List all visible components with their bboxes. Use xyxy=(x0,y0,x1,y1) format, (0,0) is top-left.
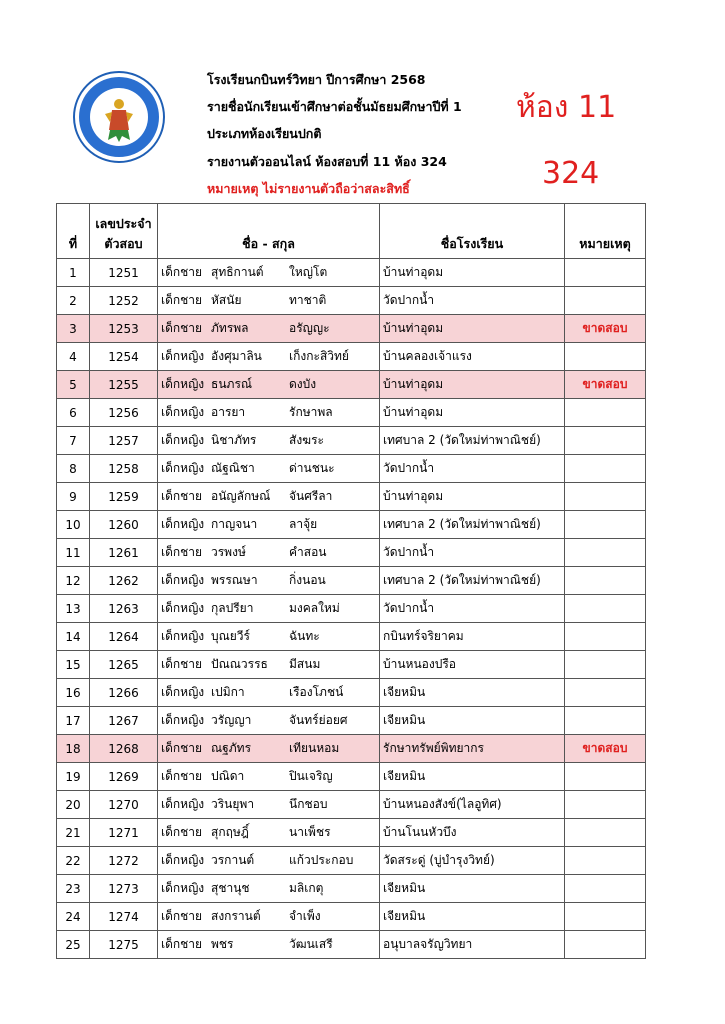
cell-school: เจียหมิน xyxy=(380,707,565,735)
cell-name xyxy=(158,651,380,679)
last-name: จำเพ็ง xyxy=(289,909,321,923)
last-name: เก็งกะสิวิทย์ xyxy=(289,349,349,363)
cell-remark xyxy=(565,651,646,679)
cell-remark xyxy=(565,399,646,427)
first-name: หัสนัย xyxy=(211,293,242,307)
name-prefix: เด็กหญิง xyxy=(161,685,205,699)
cell-exam-id: 1268 xyxy=(90,735,158,763)
first-name: วรพงษ์ xyxy=(211,545,246,559)
cell-remark xyxy=(565,875,646,903)
last-name: เทียนหอม xyxy=(289,741,340,755)
name-prefix: เด็กชาย xyxy=(161,265,203,279)
name-prefix: เด็กหญิง xyxy=(161,405,205,419)
cell-exam-id: 1251 xyxy=(90,259,158,287)
room-label: ห้อง 11 xyxy=(516,90,617,125)
table-row xyxy=(57,315,646,343)
last-name: ใหญ่โต xyxy=(289,265,328,279)
table-row xyxy=(57,371,646,399)
col-header-id-line1: เลขประจำ xyxy=(95,216,152,231)
table-row xyxy=(57,903,646,931)
table-row xyxy=(57,819,646,847)
last-name: ทาชาติ xyxy=(289,293,327,307)
cell-no: 24 xyxy=(57,903,90,931)
cell-exam-id: 1262 xyxy=(90,567,158,595)
cell-remark xyxy=(565,903,646,931)
table-row xyxy=(57,651,646,679)
cell-name xyxy=(158,511,380,539)
cell-name xyxy=(158,679,380,707)
first-name: วรินยุพา xyxy=(211,797,255,811)
cell-no: 22 xyxy=(57,847,90,875)
cell-no: 5 xyxy=(57,371,90,399)
first-name: พรรณษา xyxy=(211,573,258,587)
cell-school: บ้านหนองสังข์(ไลอูทิศ) xyxy=(380,791,565,819)
cell-remark xyxy=(565,931,646,959)
cell-school: เจียหมิน xyxy=(380,875,565,903)
table-row xyxy=(57,259,646,287)
table-row xyxy=(57,399,646,427)
cell-school: เทศบาล 2 (วัดใหม่ท่าพาณิชย์) xyxy=(380,511,565,539)
first-name: สงกรานต์ xyxy=(211,909,261,923)
cell-exam-id: 1267 xyxy=(90,707,158,735)
cell-name xyxy=(158,791,380,819)
cell-name xyxy=(158,483,380,511)
cell-no: 20 xyxy=(57,791,90,819)
cell-exam-id: 1273 xyxy=(90,875,158,903)
cell-name xyxy=(158,875,380,903)
cell-school: เจียหมิน xyxy=(380,903,565,931)
cell-school: อนุบาลจรัญวิทยา xyxy=(380,931,565,959)
cell-remark xyxy=(565,287,646,315)
cell-school: บ้านท่าอุดม xyxy=(380,259,565,287)
cell-remark xyxy=(565,847,646,875)
last-name: จันทร์ย่อยศ xyxy=(289,713,348,727)
first-name: บุณยวีร์ xyxy=(211,629,250,643)
table-row xyxy=(57,567,646,595)
header-report-line: รายงานตัวออนไลน์ ห้องสอบที่ 11 ห้อง 324 xyxy=(207,154,447,169)
cell-remark xyxy=(565,343,646,371)
school-logo xyxy=(72,70,166,164)
name-prefix: เด็กชาย xyxy=(161,769,203,783)
cell-no: 7 xyxy=(57,427,90,455)
cell-school: วัดปากน้ำ xyxy=(380,595,565,623)
cell-no: 4 xyxy=(57,343,90,371)
cell-no: 12 xyxy=(57,567,90,595)
cell-exam-id: 1252 xyxy=(90,287,158,315)
table-row xyxy=(57,931,646,959)
cell-exam-id: 1270 xyxy=(90,791,158,819)
cell-name xyxy=(158,343,380,371)
first-name: ปณิดา xyxy=(211,769,245,783)
last-name: กิ่งนอน xyxy=(289,573,326,587)
first-name: สุชานุช xyxy=(211,881,250,895)
header-note: หมายเหตุ ไม่รายงานตัวถือว่าสละสิทธิ์ xyxy=(207,181,410,196)
cell-school: เทศบาล 2 (วัดใหม่ท่าพาณิชย์) xyxy=(380,567,565,595)
table-row xyxy=(57,763,646,791)
name-prefix: เด็กหญิง xyxy=(161,461,205,475)
last-name: นาเพ็ชร xyxy=(289,825,331,839)
last-name: นึกชอบ xyxy=(289,797,328,811)
cell-no: 23 xyxy=(57,875,90,903)
cell-no: 13 xyxy=(57,595,90,623)
cell-name xyxy=(158,287,380,315)
cell-school: บ้านคลองเจ้าแรง xyxy=(380,343,565,371)
name-prefix: เด็กหญิง xyxy=(161,349,205,363)
cell-school: บ้านหนองปรือ xyxy=(380,651,565,679)
cell-school: บ้านท่าอุดม xyxy=(380,371,565,399)
cell-name xyxy=(158,903,380,931)
last-name: วัฒนเสรี xyxy=(289,937,333,951)
cell-remark xyxy=(565,455,646,483)
cell-name xyxy=(158,399,380,427)
first-name: พชร xyxy=(211,937,234,951)
cell-exam-id: 1263 xyxy=(90,595,158,623)
cell-remark xyxy=(565,259,646,287)
name-prefix: เด็กชาย xyxy=(161,937,203,951)
cell-no: 8 xyxy=(57,455,90,483)
first-name: กาญจนา xyxy=(211,517,258,531)
cell-remark xyxy=(565,623,646,651)
first-name: สุทธิกานต์ xyxy=(211,265,264,279)
cell-name xyxy=(158,315,380,343)
first-name: กุลปรียา xyxy=(211,601,254,615)
col-header-id xyxy=(90,204,158,259)
first-name: อนัญลักษณ์ xyxy=(211,489,271,503)
room-number: 324 xyxy=(542,156,600,191)
name-prefix: เด็กชาย xyxy=(161,657,203,671)
name-prefix: เด็กหญิง xyxy=(161,573,205,587)
cell-no: 2 xyxy=(57,287,90,315)
cell-school: เจียหมิน xyxy=(380,763,565,791)
table-row xyxy=(57,483,646,511)
last-name: รักษาพล xyxy=(289,405,333,419)
cell-exam-id: 1260 xyxy=(90,511,158,539)
name-prefix: เด็กหญิง xyxy=(161,517,205,531)
cell-school: วัดปากน้ำ xyxy=(380,287,565,315)
student-table xyxy=(56,203,646,959)
last-name: เรืองโภชน์ xyxy=(289,685,344,699)
cell-remark: ขาดสอบ xyxy=(565,735,646,763)
table-row xyxy=(57,791,646,819)
last-name: ดงบัง xyxy=(289,377,317,391)
cell-exam-id: 1259 xyxy=(90,483,158,511)
cell-name xyxy=(158,847,380,875)
name-prefix: เด็กหญิง xyxy=(161,881,205,895)
last-name: คำสอน xyxy=(289,545,327,559)
first-name: วรัญญา xyxy=(211,713,252,727)
name-prefix: เด็กชาย xyxy=(161,741,203,755)
cell-exam-id: 1256 xyxy=(90,399,158,427)
table-row xyxy=(57,511,646,539)
cell-name xyxy=(158,707,380,735)
name-prefix: เด็กหญิง xyxy=(161,797,205,811)
first-name: อารยา xyxy=(211,405,246,419)
cell-remark xyxy=(565,819,646,847)
cell-exam-id: 1255 xyxy=(90,371,158,399)
cell-name xyxy=(158,735,380,763)
header-class-type: ประเภทห้องเรียนปกติ xyxy=(207,126,322,141)
cell-name xyxy=(158,763,380,791)
cell-remark xyxy=(565,511,646,539)
name-prefix: เด็กชาย xyxy=(161,321,203,335)
cell-name xyxy=(158,539,380,567)
name-prefix: เด็กชาย xyxy=(161,545,203,559)
table-row xyxy=(57,735,646,763)
cell-exam-id: 1265 xyxy=(90,651,158,679)
first-name: ณฐภัทร xyxy=(211,741,252,755)
first-name: ธนภรณ์ xyxy=(211,377,253,391)
cell-no: 14 xyxy=(57,623,90,651)
last-name: แก้วประกอบ xyxy=(289,853,354,867)
cell-name xyxy=(158,567,380,595)
col-header-no: ที่ xyxy=(57,204,90,259)
cell-remark xyxy=(565,679,646,707)
first-name: อังศุมาลิน xyxy=(211,349,262,363)
cell-name xyxy=(158,819,380,847)
cell-no: 15 xyxy=(57,651,90,679)
cell-exam-id: 1269 xyxy=(90,763,158,791)
name-prefix: เด็กหญิง xyxy=(161,713,205,727)
cell-exam-id: 1257 xyxy=(90,427,158,455)
cell-no: 16 xyxy=(57,679,90,707)
first-name: ณัฐณิชา xyxy=(211,461,255,475)
col-header-remark: หมายเหตุ xyxy=(565,204,646,259)
first-name: เปมิกา xyxy=(211,685,245,699)
cell-remark xyxy=(565,567,646,595)
first-name: ปัณณวรรธ xyxy=(211,657,268,671)
cell-exam-id: 1266 xyxy=(90,679,158,707)
first-name: สุกฤษฎิ์ xyxy=(211,825,249,839)
table-row xyxy=(57,847,646,875)
cell-remark: ขาดสอบ xyxy=(565,371,646,399)
table-row xyxy=(57,455,646,483)
name-prefix: เด็กหญิง xyxy=(161,629,205,643)
cell-name xyxy=(158,455,380,483)
cell-name xyxy=(158,595,380,623)
name-prefix: เด็กหญิง xyxy=(161,377,205,391)
cell-exam-id: 1261 xyxy=(90,539,158,567)
first-name: ภัทรพล xyxy=(211,321,249,335)
cell-name xyxy=(158,371,380,399)
cell-no: 19 xyxy=(57,763,90,791)
last-name: ด่านชนะ xyxy=(289,461,335,475)
table-row xyxy=(57,427,646,455)
cell-no: 11 xyxy=(57,539,90,567)
first-name: นิชาภัทร xyxy=(211,433,257,447)
cell-no: 1 xyxy=(57,259,90,287)
last-name: มลิเกตุ xyxy=(289,881,324,895)
cell-remark: ขาดสอบ xyxy=(565,315,646,343)
cell-school: กบินทร์จริยาคม xyxy=(380,623,565,651)
cell-school: เจียหมิน xyxy=(380,679,565,707)
last-name: สังฆระ xyxy=(289,433,324,447)
name-prefix: เด็กหญิง xyxy=(161,853,205,867)
cell-school: บ้านท่าอุดม xyxy=(380,315,565,343)
col-header-name: ชื่อ - สกุล xyxy=(158,204,380,259)
cell-no: 10 xyxy=(57,511,90,539)
last-name: มงคลใหม่ xyxy=(289,601,340,615)
cell-school: บ้านท่าอุดม xyxy=(380,399,565,427)
table-row xyxy=(57,595,646,623)
cell-remark xyxy=(565,707,646,735)
col-header-school: ชื่อโรงเรียน xyxy=(380,204,565,259)
last-name: อรัญญะ xyxy=(289,321,330,335)
cell-exam-id: 1275 xyxy=(90,931,158,959)
name-prefix: เด็กชาย xyxy=(161,489,203,503)
cell-name xyxy=(158,931,380,959)
cell-school: บ้านท่าอุดม xyxy=(380,483,565,511)
table-row xyxy=(57,623,646,651)
cell-no: 17 xyxy=(57,707,90,735)
cell-school: วัดปากน้ำ xyxy=(380,539,565,567)
table-row xyxy=(57,539,646,567)
last-name: จันศรีลา xyxy=(289,489,333,503)
table-row xyxy=(57,343,646,371)
name-prefix: เด็กชาย xyxy=(161,909,203,923)
cell-exam-id: 1274 xyxy=(90,903,158,931)
cell-exam-id: 1272 xyxy=(90,847,158,875)
cell-name xyxy=(158,259,380,287)
cell-exam-id: 1258 xyxy=(90,455,158,483)
table-row xyxy=(57,287,646,315)
cell-exam-id: 1253 xyxy=(90,315,158,343)
table-row xyxy=(57,707,646,735)
last-name: ฉันทะ xyxy=(289,629,320,643)
cell-exam-id: 1264 xyxy=(90,623,158,651)
cell-remark xyxy=(565,427,646,455)
first-name: วรกานต์ xyxy=(211,853,255,867)
cell-exam-id: 1254 xyxy=(90,343,158,371)
cell-name xyxy=(158,623,380,651)
cell-school: รักษาทรัพย์พิทยากร xyxy=(380,735,565,763)
cell-no: 25 xyxy=(57,931,90,959)
cell-no: 18 xyxy=(57,735,90,763)
header-school-year: โรงเรียนกบินทร์วิทยา ปีการศึกษา 2568 xyxy=(207,72,426,87)
col-header-id-line2: ตัวสอบ xyxy=(104,236,143,251)
cell-name xyxy=(158,427,380,455)
name-prefix: เด็กชาย xyxy=(161,293,203,307)
name-prefix: เด็กหญิง xyxy=(161,433,205,447)
cell-school: บ้านโนนหัวบึง xyxy=(380,819,565,847)
last-name: ปินเจริญ xyxy=(289,769,333,783)
cell-no: 9 xyxy=(57,483,90,511)
table-header-row xyxy=(57,204,646,259)
name-prefix: เด็กชาย xyxy=(161,825,203,839)
cell-remark xyxy=(565,763,646,791)
cell-school: เทศบาล 2 (วัดใหม่ท่าพาณิชย์) xyxy=(380,427,565,455)
cell-no: 3 xyxy=(57,315,90,343)
cell-remark xyxy=(565,539,646,567)
cell-no: 21 xyxy=(57,819,90,847)
cell-exam-id: 1271 xyxy=(90,819,158,847)
table-row xyxy=(57,679,646,707)
last-name: มีสนม xyxy=(289,657,321,671)
table-row xyxy=(57,875,646,903)
last-name: ลาจุ้ย xyxy=(289,517,318,531)
cell-remark xyxy=(565,791,646,819)
cell-remark xyxy=(565,595,646,623)
name-prefix: เด็กหญิง xyxy=(161,601,205,615)
header-list-title: รายชื่อนักเรียนเข้าศึกษาต่อชั้นมัธยมศึกษาปีที่ 1 xyxy=(207,99,462,114)
cell-remark xyxy=(565,483,646,511)
cell-school: วัดปากน้ำ xyxy=(380,455,565,483)
cell-no: 6 xyxy=(57,399,90,427)
cell-school: วัดสระดู่ (บู่บำรุงวิทย์) xyxy=(380,847,565,875)
